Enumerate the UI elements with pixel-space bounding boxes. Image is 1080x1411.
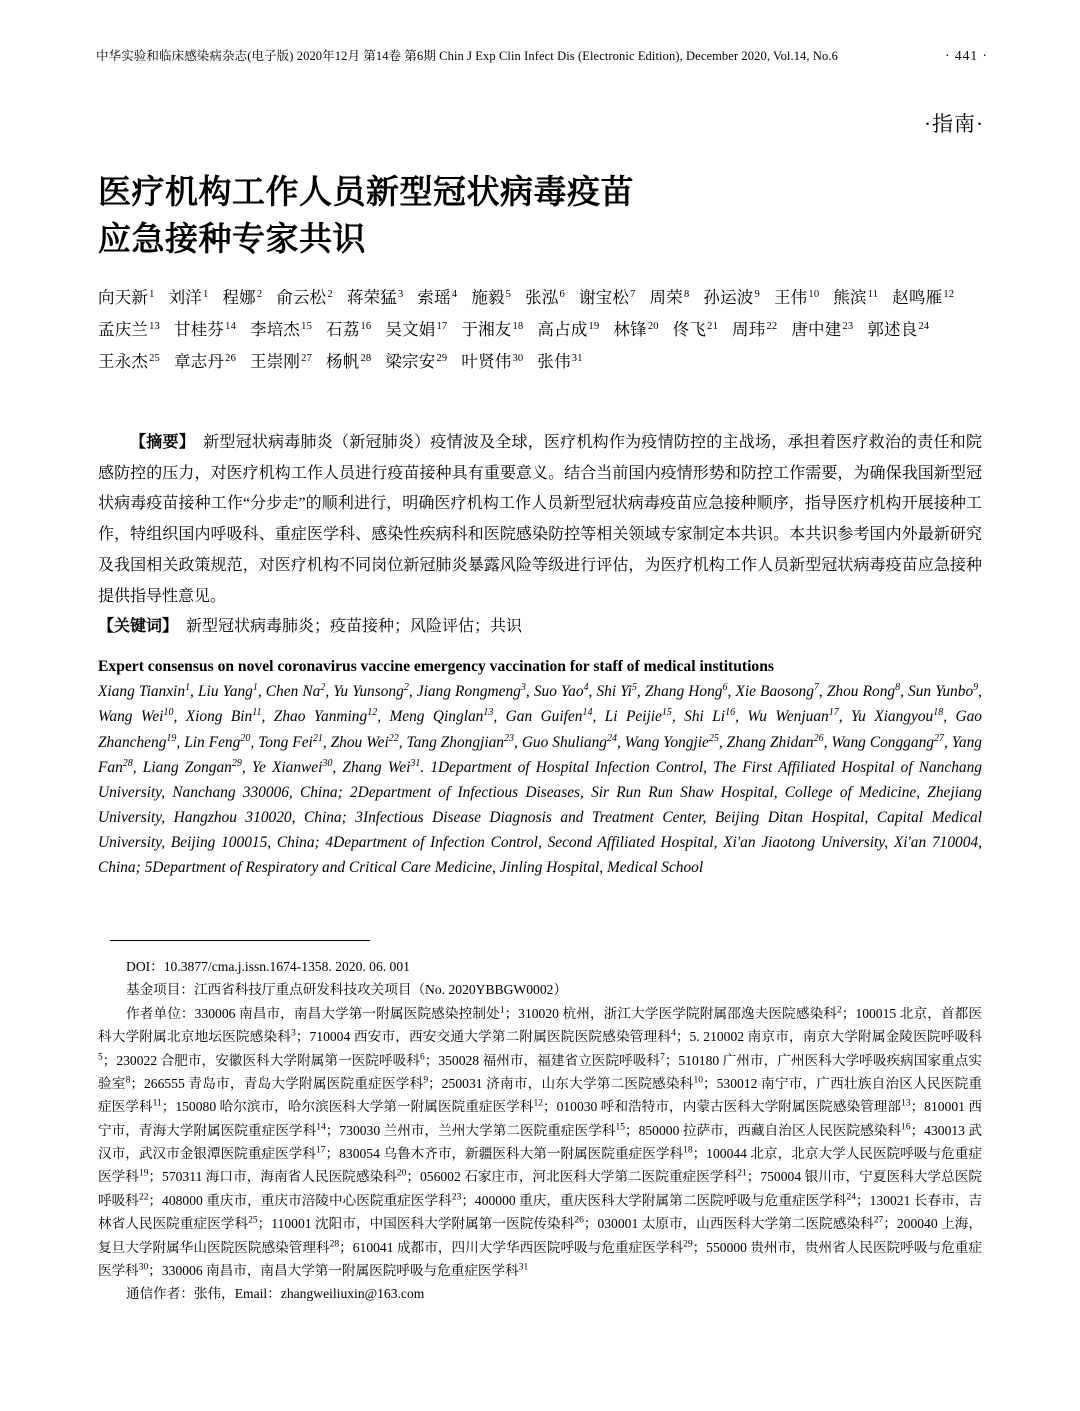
affiliation-marker: 8 bbox=[895, 682, 901, 694]
author-name: 谢宝松$^7$ bbox=[578, 288, 636, 307]
affiliation-marker: 16 bbox=[901, 1122, 911, 1133]
author-affiliation-marker: 5 bbox=[505, 288, 512, 300]
author-name: 石荔$^{16}$ bbox=[326, 320, 372, 340]
corresponding-author-line: 通信作者：张伟，Email：zhangweiliuxin@163.com bbox=[126, 1286, 425, 1302]
affiliation-marker: 7 bbox=[660, 1051, 665, 1062]
affiliation-marker: 20 bbox=[240, 732, 251, 744]
affiliation-marker: 9 bbox=[423, 1075, 429, 1086]
author-affiliation-marker: 28 bbox=[360, 352, 372, 364]
author-affiliation-marker: 12 bbox=[943, 288, 955, 300]
affiliation-marker: 29 bbox=[231, 757, 242, 769]
affiliation-marker: 13 bbox=[483, 707, 494, 719]
doi-line: DOI：10.3877/cma.j.issn.1674-1358. 2020. 06. 001 bbox=[126, 959, 410, 974]
author-name: 叶贤伟$^{30}$ bbox=[461, 352, 524, 372]
affiliation-marker: 4 bbox=[671, 1028, 676, 1039]
author-affiliation-marker: 16 bbox=[360, 320, 372, 332]
author-affiliation-marker: 22 bbox=[766, 320, 778, 332]
running-head bbox=[96, 46, 988, 64]
author-affiliation-marker: 2 bbox=[327, 288, 333, 300]
affiliation-marker: 29 bbox=[683, 1238, 693, 1249]
author-affiliation-marker: 10 bbox=[808, 288, 820, 300]
affiliation-marker: 16 bbox=[725, 707, 736, 719]
article-category: ·指南· bbox=[924, 112, 984, 136]
author-affiliation-marker: 25 bbox=[149, 352, 161, 364]
author-affiliation-marker: 17 bbox=[436, 320, 448, 332]
author-name: 吴文娟$^{17}$ bbox=[385, 320, 448, 340]
author-affiliation-marker: 26 bbox=[225, 352, 237, 364]
affiliation-marker: 21 bbox=[312, 732, 323, 744]
journal-citation-line: 中华实验和临床感染病杂志(电子版) 2020年12月 第14卷 第6期 Chin J Exp Clin Infect Dis (Electronic Edition), December 2020, Vol.14, No.6 bbox=[96, 49, 838, 63]
page-title bbox=[98, 170, 984, 264]
affiliation-marker: 12 bbox=[367, 707, 378, 719]
author-affiliation-marker: 15 bbox=[301, 320, 313, 332]
author-name: 孟庆兰$^{13}$ bbox=[98, 320, 161, 340]
abstract-section bbox=[98, 428, 982, 643]
affiliation-marker: 15 bbox=[615, 1122, 625, 1133]
author-affiliation-marker: 24 bbox=[918, 320, 930, 332]
author-affiliation-marker: 23 bbox=[842, 320, 854, 332]
affiliation-marker: 1 bbox=[499, 1005, 505, 1016]
author-affiliation-marker: 8 bbox=[683, 288, 690, 300]
author-affiliation-marker: 1 bbox=[149, 288, 155, 300]
author-name: 郭述良$^{24}$ bbox=[867, 320, 930, 340]
author-name: 周玮$^{22}$ bbox=[732, 320, 778, 340]
title-line-1: 医疗机构工作人员新型冠状病毒疫苗 bbox=[98, 175, 634, 211]
abstract-text: 新型冠状病毒肺炎（新冠肺炎）疫情波及全球，医疗机构作为疫情防控的主战场，承担着医疗救治的责任和院感防控的压力，对医疗机构工作人员进行疫苗接种具有重要意义。结合当前国内疫情形势和防控工作需要，为确保我国新型冠状病毒疫苗接种工作“分步走”的顺利进行，明确医疗机构工作人员新型冠状病毒疫苗应急接种顺序，指导医疗机构开展接种工作，特组织国内呼吸科、重症医学科、感染性疾病科和医院感染防控等相关领域专家制定本共识。本共识参考国内外最新研究及我国相关政策规范，对医疗机构不同岗位新冠肺炎暴露风险等级进行评估，为医疗机构工作人员新型冠状病毒疫苗应急接种提供指导性意见。 bbox=[98, 434, 982, 605]
affiliation-marker: 5 bbox=[98, 1051, 103, 1062]
author-affiliation-marker: 13 bbox=[149, 320, 161, 332]
footnotes-section bbox=[98, 955, 982, 1306]
affiliation-marker: 10 bbox=[163, 707, 174, 719]
affiliation-marker: 17 bbox=[828, 707, 839, 719]
affiliation-marker: 26 bbox=[813, 732, 824, 744]
affiliation-marker: 2 bbox=[403, 682, 409, 694]
author-affiliation-marker: 30 bbox=[512, 352, 524, 364]
affiliation-marker: 24 bbox=[607, 732, 617, 744]
affiliation-marker: 28 bbox=[329, 1238, 340, 1249]
author-name: 赵鸣雁$^{12}$ bbox=[892, 288, 955, 307]
author-affiliation-marker: 19 bbox=[588, 320, 600, 332]
affiliation-marker: 4 bbox=[583, 682, 589, 694]
author-name: 程娜$^2$ bbox=[222, 288, 263, 307]
affiliation-marker: 27 bbox=[933, 732, 944, 744]
affiliation-marker: 26 bbox=[574, 1215, 584, 1226]
author-name: 刘洋$^1$ bbox=[168, 288, 209, 307]
author-name: 张泓$^6$ bbox=[525, 288, 565, 307]
keywords-text: 新型冠状病毒肺炎；疫苗接种；风险评估；共识 bbox=[170, 618, 523, 636]
affiliation-marker: 22 bbox=[388, 732, 399, 744]
author-affiliation-marker: 14 bbox=[225, 320, 237, 332]
author-affiliation-marker: 4 bbox=[451, 288, 458, 300]
author-name: 梁宗安$^{29}$ bbox=[385, 352, 448, 372]
author-name: 孙运波$^9$ bbox=[703, 288, 760, 307]
affiliation-marker: 6 bbox=[722, 682, 728, 694]
abstract-label: 【摘要】 bbox=[130, 434, 187, 451]
affiliation-marker: 5 bbox=[631, 682, 637, 694]
author-affiliation-marker: 31 bbox=[571, 352, 583, 364]
footnote-divider bbox=[110, 940, 370, 941]
author-affiliation-marker: 18 bbox=[512, 320, 524, 332]
author-name: 唐中建$^{23}$ bbox=[791, 320, 854, 340]
affiliation-marker: 3 bbox=[520, 682, 526, 694]
affiliation-marker: 8 bbox=[125, 1075, 131, 1086]
author-affiliation-marker: 11 bbox=[867, 288, 879, 300]
affiliation-marker: 30 bbox=[322, 757, 333, 769]
author-affiliation-marker: 9 bbox=[754, 288, 760, 300]
author-name: 周荣$^8$ bbox=[649, 288, 690, 307]
author-name: 蒋荣猛$^3$ bbox=[346, 288, 404, 307]
affiliation-marker: 13 bbox=[901, 1098, 911, 1109]
author-affiliation-marker: 6 bbox=[559, 288, 565, 300]
author-name: 高占成$^{19}$ bbox=[537, 320, 600, 340]
author-affiliation-marker: 1 bbox=[202, 288, 209, 300]
author-name: 甘桂芬$^{14}$ bbox=[174, 320, 237, 340]
affiliation-marker: 11 bbox=[152, 1098, 162, 1109]
affiliation-marker: 9 bbox=[973, 682, 979, 694]
affiliation-marker: 18 bbox=[933, 707, 944, 719]
english-authors-affiliations: Xiang Tianxin$^1$, Liu Yang$^1$, Chen Na$^2$, Yu Yunsong$^2$, Jiang Rongmeng$^3$, Suo Yao$^4$, Shi Yi$^5$, Zhang Hong$^6$, Xie Baosong$^7$, Zhou Rong$^8$, Sun Yunbo$^9$, Wang Wei$^{10}$, Xiong Bin$^{11}$, Zhao Yanming$^{12}$, Meng Qinglan$^{13}$, Gan Guifen$^{14}$, Li Peijie$^{15}$, Shi Li$^{16}$, Wu Wenjuan$^{17}$, Yu Xiangyou$^{18}$, Gao Zhancheng$^{19}$, Lin Feng$^{20}$, Tong Fei$^{21}$, Zhou Wei$^{22}$, Tang Zhongjian$^{23}$, Guo Shuliang$^{24}$, Wang Yongjie$^{25}$, Zhang Zhidan$^{26}$, Wang Conggang$^{27}$, Yang Fan$^{28}$, Liang Zongan$^{29}$, Ye Xianwei$^{30}$, Zhang Wei$^{31}$. 1Department of Hospital Infection Control, The First Affiliated Hospital of Nanchang University, Nanchang 330006, China; 2Department of Infectious Diseases, Sir Run Run Shaw Hospital, College of Medicine, Zhejiang University, Hangzhou 310020, China; 3Infectious Disease Diagnosis and Treatment Center, Beijing Ditan Hospital, Capital Medical University, Beijing 100015, China; 4Department of Infection Control, Second Affiliated Hospital, Xi'an Jiaotong University, Xi'an 710004, China; 5Department of Respiratory and Critical Care Medicine, Jinling Hospital, Medical School bbox=[98, 682, 983, 876]
author-name: 杨帆$^{28}$ bbox=[326, 352, 372, 372]
affiliation-marker: 28 bbox=[122, 757, 133, 769]
author-affiliation-marker: 21 bbox=[707, 320, 719, 332]
affiliation-marker: 19 bbox=[166, 732, 177, 744]
affiliations-line: 作者单位：330006 南昌市，南昌大学第一附属医院感染控制处$^1$；310020 杭州，浙江大学医学院附属邵逸夫医院感染科$^2$；100015 北京，首都医科大学附属北京地坛医院感染科$^3$；710004 西安市，西安交通大学第二附属医院医院感染管理科$^4$；5. 210002 南京市，南京大学附属金陵医院呼吸科$^5$；230022 合肥市，安徽医科大学附属第一医院呼吸科$^6$；350028 福州市，福建省立医院呼吸科$^7$；510180 广州市，广州医科大学呼吸疾病国家重点实验室$^8$；266555 青岛市，青岛大学附属医院重症医学科$^9$；250031 济南市，山东大学第二医院感染科$^{10}$；530012 南宁市，广西壮族自治区人民医院重症医学科$^{11}$；150080 哈尔滨市，哈尔滨医科大学第一附属医院重症医学科$^{12}$；010030 呼和浩特市，内蒙古医科大学附属医院感染管理部$^{13}$；810001 西宁市，青海大学附属医院重症医学科$^{14}$；730030 兰州市，兰州大学第二医院重症医学科$^{15}$；850000 拉萨市，西藏自治区人民医院感染科$^{16}$；430013 武汉市，武汉市金银潭医院重症医学科$^{17}$；830054 乌鲁木齐市，新疆医科大第一附属医院重症医学科$^{18}$；100044 北京，北京大学人民医院呼吸与危重症医学科$^{19}$；570311 海口市，海南省人民医院感染科$^{20}$；056002 石家庄市，河北医科大学第二医院重症医学科$^{21}$；750004 银川市，宁夏医科大学总医院呼吸科$^{22}$；408000 重庆市，重庆市涪陵中心医院重症医学科$^{23}$；400000 重庆，重庆医科大学附属第二医院呼吸与危重症医学科$^{24}$；130021 长春市，吉林省人民医院重症医学科$^{25}$；110001 沈阳市，中国医科大学附属第一医院传染科$^{26}$；030001 太原市，山西医科大学第二医院感染科$^{27}$；200040 上海，复旦大学附属华山医院医院感染管理科$^{28}$；610041 成都市，四川大学华西医院呼吸与危重症医学科$^{29}$；550000 贵州市，贵州省人民医院呼吸与危重症医学科$^{30}$；330006 南昌市，南昌大学第一附属医院呼吸与危重症医学科$^{31}$ bbox=[98, 1005, 983, 1278]
affiliation-marker: 21 bbox=[737, 1168, 747, 1179]
author-name: 熊滨$^{11}$ bbox=[833, 288, 879, 307]
affiliation-marker: 14 bbox=[316, 1122, 326, 1133]
author-affiliation-marker: 20 bbox=[647, 320, 659, 332]
affiliation-marker: 30 bbox=[138, 1262, 149, 1273]
author-affiliation-marker: 3 bbox=[397, 288, 404, 300]
affiliation-marker: 6 bbox=[419, 1051, 425, 1062]
keywords-label: 【关键词】 bbox=[98, 618, 171, 636]
author-name: 王永杰$^{25}$ bbox=[98, 352, 161, 372]
affiliation-marker: 27 bbox=[873, 1215, 884, 1226]
author-name: 章志丹$^{26}$ bbox=[174, 352, 237, 372]
affiliation-marker: 25 bbox=[248, 1215, 258, 1226]
affiliation-marker: 2 bbox=[320, 682, 326, 694]
title-line-2: 应急接种专家共识 bbox=[98, 221, 366, 258]
affiliation-marker: 14 bbox=[582, 707, 593, 719]
author-affiliation-marker: 2 bbox=[256, 288, 263, 300]
affiliation-marker: 1 bbox=[185, 682, 191, 694]
affiliation-marker: 2 bbox=[837, 1005, 842, 1016]
english-section bbox=[98, 655, 982, 881]
abstract-paragraph bbox=[98, 428, 982, 612]
affiliation-marker: 12 bbox=[533, 1098, 543, 1109]
author-name: 张伟$^{31}$ bbox=[537, 352, 583, 372]
affiliation-marker: 7 bbox=[813, 682, 819, 694]
author-name: 林锋$^{20}$ bbox=[613, 320, 659, 340]
affiliation-marker: 23 bbox=[451, 1192, 462, 1203]
keywords-paragraph bbox=[98, 612, 982, 643]
affiliation-marker: 3 bbox=[291, 1028, 296, 1039]
affiliation-marker: 22 bbox=[138, 1192, 149, 1203]
author-name: 俞云松$^2$ bbox=[276, 288, 333, 307]
author-name: 王崇刚$^{27}$ bbox=[250, 352, 313, 372]
author-name: 施毅$^5$ bbox=[471, 288, 512, 307]
author-name: 李培杰$^{15}$ bbox=[250, 320, 313, 340]
author-name: 向天新$^1$ bbox=[98, 288, 155, 307]
affiliation-marker: 23 bbox=[504, 732, 515, 744]
affiliation-marker: 11 bbox=[252, 707, 262, 719]
affiliation-marker: 19 bbox=[138, 1168, 149, 1179]
author-affiliation-marker: 7 bbox=[630, 288, 636, 300]
author-affiliation-marker: 29 bbox=[436, 352, 448, 364]
page-number: · 441 · bbox=[945, 48, 988, 63]
affiliation-marker: 31 bbox=[410, 757, 421, 769]
affiliation-marker: 31 bbox=[518, 1262, 529, 1273]
authors-chinese bbox=[98, 282, 990, 379]
affiliation-marker: 10 bbox=[693, 1075, 704, 1086]
author-name: 索瑶$^4$ bbox=[417, 288, 458, 307]
affiliation-marker: 15 bbox=[661, 707, 672, 719]
author-name: 佟飞$^{21}$ bbox=[672, 320, 719, 340]
affiliation-marker: 17 bbox=[316, 1145, 326, 1156]
affiliation-marker: 1 bbox=[252, 682, 258, 694]
affiliation-marker: 24 bbox=[846, 1192, 857, 1203]
author-name: 王伟$^{10}$ bbox=[773, 288, 820, 307]
author-name: 于湘友$^{18}$ bbox=[461, 320, 524, 340]
affiliation-marker: 18 bbox=[683, 1145, 693, 1156]
affiliation-marker: 25 bbox=[708, 732, 719, 744]
affiliation-marker: 20 bbox=[396, 1168, 407, 1179]
author-affiliation-marker: 27 bbox=[301, 352, 313, 364]
english-title: Expert consensus on novel coronavirus vaccine emergency vaccination for staff of medical institutions bbox=[98, 658, 774, 675]
fund-line: 基金项目：江西省科技厅重点研发科技攻关项目（No. 2020YBBGW0002） bbox=[126, 982, 568, 998]
